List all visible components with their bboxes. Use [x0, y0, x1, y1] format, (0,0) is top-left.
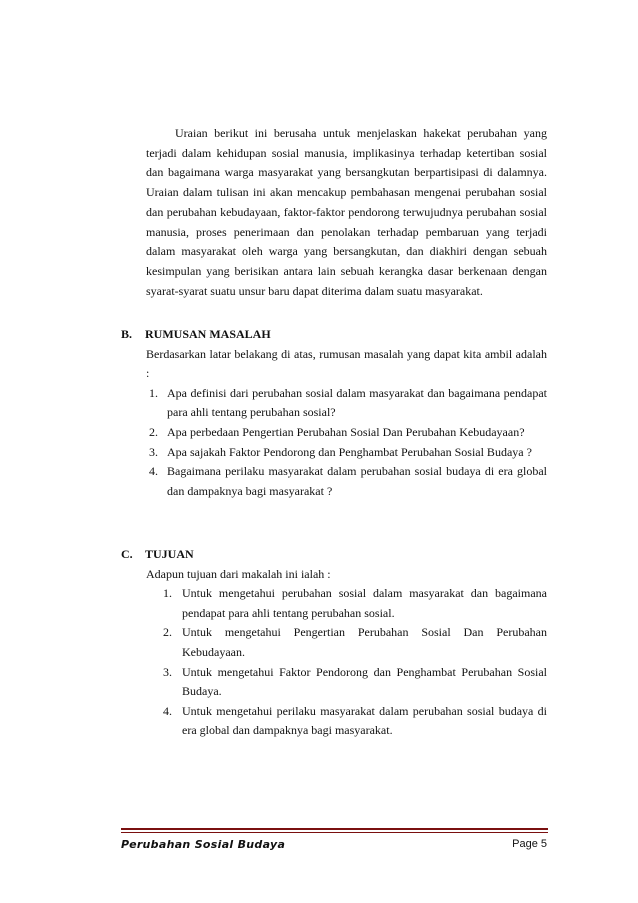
section-title: RUMUSAN MASALAH	[145, 327, 271, 341]
rumusan-list	[146, 384, 547, 502]
footer-rule-thin	[121, 832, 548, 833]
list-number: 2.	[163, 625, 172, 640]
list-item	[146, 384, 547, 423]
list-item	[146, 443, 547, 463]
list-number: 1.	[163, 586, 172, 601]
list-text: Apa definisi dari perubahan sosial dalam masyarakat dan bagaimana pendapat para ahli tentang perubahan sosial?	[167, 385, 547, 420]
list-number: 4.	[149, 464, 158, 479]
list-number: 1.	[149, 385, 158, 400]
intro-block	[146, 124, 547, 301]
list-number: 2.	[149, 424, 158, 439]
list-number: 3.	[149, 444, 158, 459]
footer-document-title: Perubahan Sosial Budaya	[121, 838, 286, 851]
list-text: Bagaimana perilaku masyarakat dalam perubahan sosial budaya di era global dan dampaknya bagi masyarakat ?	[167, 464, 547, 498]
list-text: Apa perbedaan Pengertian Perubahan Sosial Dan Perubahan Kebudayaan?	[167, 424, 525, 439]
list-item	[161, 584, 547, 623]
list-item	[161, 702, 547, 741]
list-number: 4.	[163, 703, 172, 718]
list-item	[161, 663, 547, 702]
list-text: Untuk mengetahui perubahan sosial dalam masyarakat dan bagaimana pendapat para ahli tentang perubahan sosial.	[182, 586, 547, 620]
section-letter: B.	[121, 327, 133, 341]
section-heading	[121, 545, 547, 565]
list-text: Untuk mengetahui perilaku masyarakat dalam perubahan sosial budaya di era global dan dampaknya bagi masyarakat.	[182, 703, 547, 738]
intro-paragraph: Uraian berikut ini berusaha untuk menjelaskan hakekat perubahan yang terjadi dalam kehidupan sosial manusia, implikasinya terhadap ketertiban sosial dan bagaimana warga masyarakat yang bersangkutan berpartisipasi di dalamnya. Uraian dalam tulisan ini akan mencakup pembahasan mengenai perubahan sosial dan perubahan kebudayaan, faktor-faktor pendorong terwujudnya perubahan sosial manusia, proses penerimaan dan penolakan terhadap pembaruan yang terjadi dalam masyarakat oleh warga yang bersangkutan, dan diakhiri dengan sebuah kesimpulan yang berisikan antara lain sebuah kerangka dasar berkenaan dengan syarat-syarat suatu unsur baru dapat diterima dalam suatu masyarakat.	[146, 126, 547, 298]
list-text: Untuk mengetahui Faktor Pendorong dan Penghambat Perubahan Sosial Budaya.	[182, 664, 547, 699]
section-title: TUJUAN	[145, 547, 194, 561]
tujuan-list	[161, 584, 547, 741]
section-lead: Berdasarkan latar belakang di atas, rumusan masalah yang dapat kita ambil adalah :	[146, 346, 547, 381]
list-number: 3.	[163, 664, 172, 679]
list-item	[146, 423, 547, 443]
footer-rule-thick	[121, 828, 548, 830]
list-text: Untuk mengetahui Pengertian Perubahan Sosial Dan Perubahan Kebudayaan.	[182, 625, 547, 659]
list-item	[161, 623, 547, 662]
footer-page-number: Page 5	[512, 838, 547, 850]
list-item	[146, 462, 547, 501]
section-rumusan-masalah	[121, 325, 547, 501]
section-heading	[121, 325, 547, 345]
section-tujuan	[121, 545, 547, 741]
section-letter: C.	[121, 547, 133, 561]
list-text: Apa sajakah Faktor Pendorong dan Penghambat Perubahan Sosial Budaya ?	[167, 444, 532, 459]
section-lead: Adapun tujuan dari makalah ini ialah :	[146, 566, 331, 581]
